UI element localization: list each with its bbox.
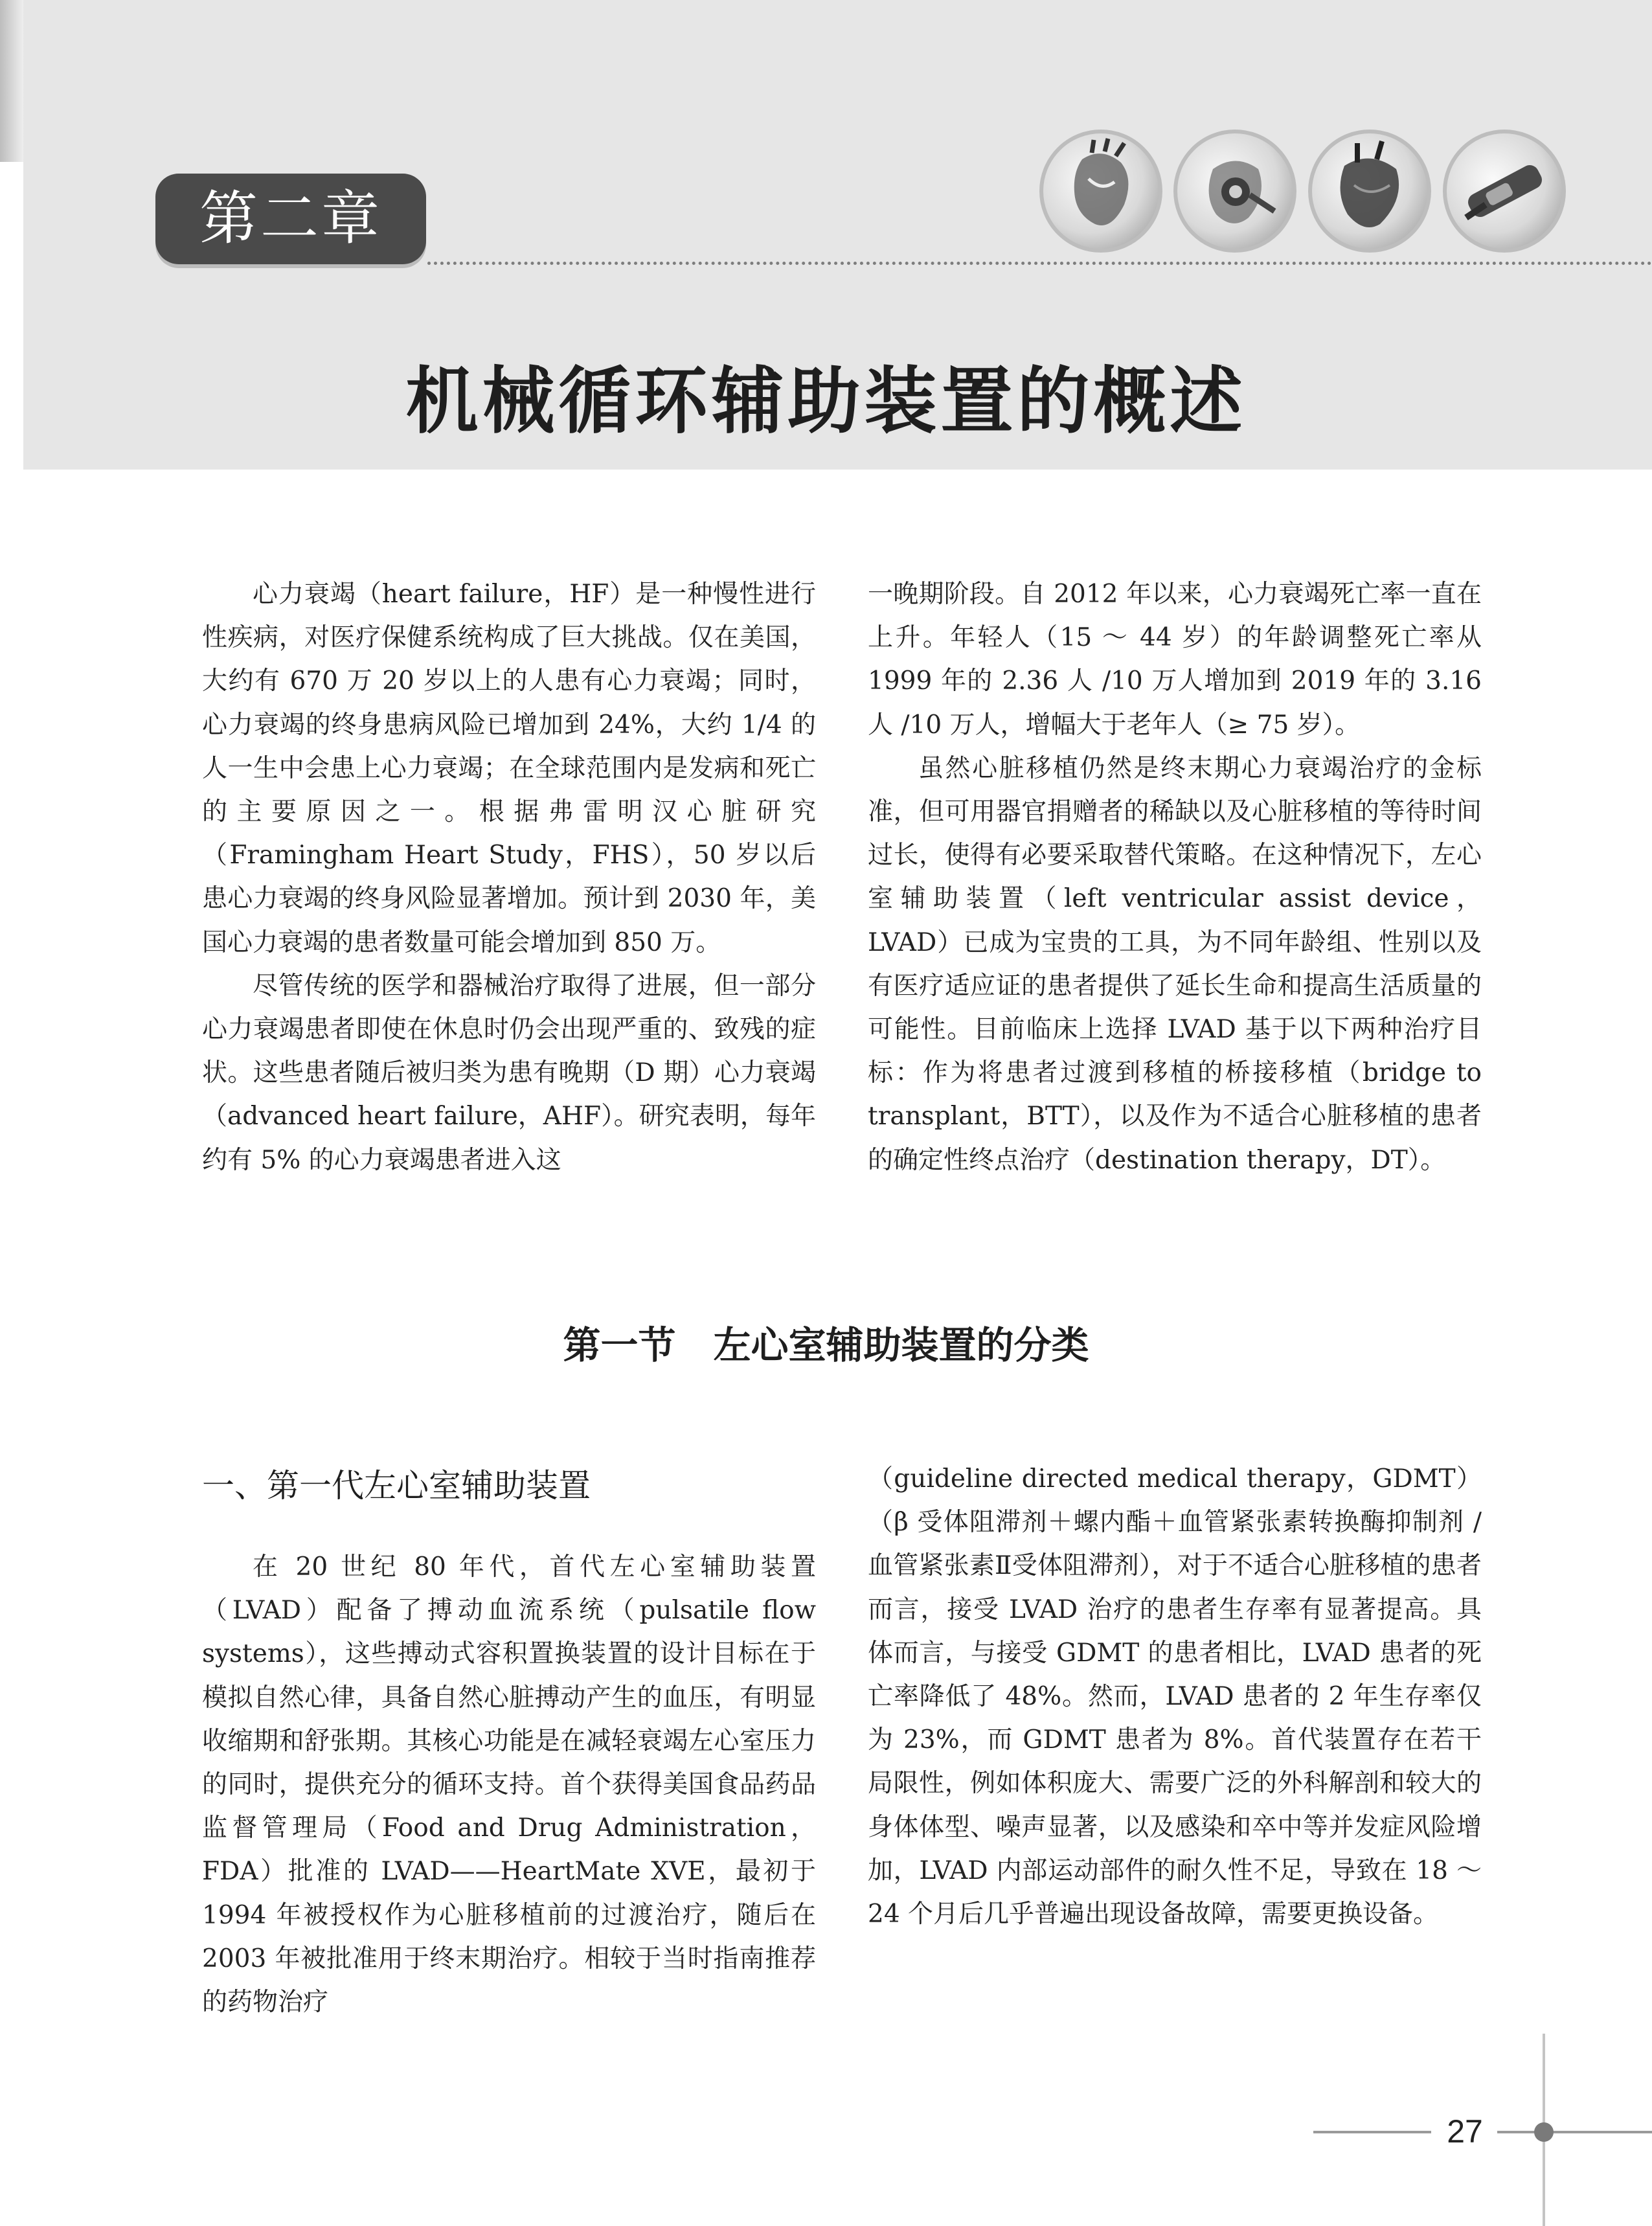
intro-paragraph-3: 虽然心脏移植仍然是终末期心力衰竭治疗的金标准，但可用器官捐赠者的稀缺以及心脏移植的等待时间过长，使得有必要采取替代策略。在这种情况下，左心室辅助装置（left ventricular assist device，LVAD）已成为宝贵的工具，为不同年龄组、性别以及有医疗适应证的患者提供了延长生命和提高生活质量的可能性。目前临床上选择 LVAD 基于以下两种治疗目标：作为将患者过渡到移植的桥接移植（bridge to transplant，BTT），以及作为不适合心脏移植的患者的确定性终点治疗（destination therapy，DT）。	[868, 753, 1482, 1175]
axial-pump-icon	[1443, 130, 1566, 253]
footer-rule-left	[1313, 2131, 1431, 2133]
chapter-title: 机械循环辅助装置的概述	[405, 359, 1247, 444]
chapter-label: 第二章	[155, 174, 426, 264]
heart-device-icon	[1308, 130, 1431, 253]
page-number: 27	[1447, 2113, 1483, 2150]
footer-dot-icon	[1534, 2122, 1554, 2142]
intro-left-column	[202, 573, 816, 1182]
intro-paragraph-1: 心力衰竭（heart failure，HF）是一种慢性进行性疾病，对医疗保健系统构成了巨大挑战。仅在美国，大约有 670 万 20 岁以上的人患有心力衰竭；同时，心力衰竭的终身患病风险已增加到 24%，大约 1/4 的人一生中会患上心力衰竭；在全球范围内是发病和死亡的主要原因之一。根据弗雷明汉心脏研究（Framingham Heart Study，FHS），50 岁以后患心力衰竭的终身风险显著增加。预计到 2030 年，美国心力衰竭的患者数量可能会增加到 850 万。	[202, 580, 816, 957]
subsection-title: 一、第一代左心室辅助装置	[202, 1467, 591, 1505]
page-edge-shade	[0, 0, 23, 162]
heart-implant-icon	[1039, 130, 1162, 253]
section-left-column	[202, 1545, 816, 2024]
intro-right-column	[868, 573, 1482, 1182]
section-right-column	[868, 1457, 1482, 1936]
header-dotted-rule	[427, 262, 1652, 265]
intro-paragraph-2-continued: 一晚期阶段。自 2012 年以来，心力衰竭死亡率一直在上升。年轻人（15 ～ 44 岁）的年龄调整死亡率从 1999 年的 2.36 人 /10 万人增加到 2019 年的 3.16 人 /10 万人，增幅大于老年人（≥ 75 岁）。	[868, 580, 1482, 740]
intro-paragraph-2: 尽管传统的医学和器械治疗取得了进展，但一部分心力衰竭患者即使在休息时仍会出现严重的、致残的症状。这些患者随后被归类为患有晚期（D 期）心力衰竭（advanced heart failure，AHF）。研究表明，每年约有 5% 的心力衰竭患者进入这	[202, 971, 816, 1175]
pump-heart-icon	[1173, 130, 1296, 253]
section-title: 第一节 左心室辅助装置的分类	[563, 1323, 1089, 1367]
footer-rule-right	[1497, 2131, 1652, 2133]
section-paragraph-1-continued: （guideline directed medical therapy，GDMT）（β 受体阻滞剂＋螺内酯＋血管紧张素转换酶抑制剂 / 血管紧张素Ⅱ受体阻滞剂），对于不适合心脏移植的患者而言，接受 LVAD 治疗的患者生存率有显著提高。具体而言，与接受 GDMT 的患者相比，LVAD 患者的死亡率降低了 48%。然而，LVAD 患者的 2 年生存率仅为 23%，而 GDMT 患者为 8%。首代装置存在若干局限性，例如体积庞大、需要广泛的外科解剖和较大的身体体型、噪声显著，以及感染和卒中等并发症风险增加，LVAD 内部运动部件的耐久性不足，导致在 18 ～ 24 个月后几乎普遍出现设备故障，需要更换设备。	[868, 1464, 1482, 1929]
section-paragraph-1: 在 20 世纪 80 年代，首代左心室辅助装置（LVAD）配备了搏动血流系统（pulsatile flow systems），这些搏动式容积置换装置的设计目标在于模拟自然心律，具备自然心脏搏动产生的血压，有明显收缩期和舒张期。其核心功能是在减轻衰竭左心室压力的同时，提供充分的循环支持。首个获得美国食品药品监督管理局（Food and Drug Administration，FDA）批准的 LVAD——HeartMate XVE，最初于 1994 年被授权作为心脏移植前的过渡治疗，随后在 2003 年被批准用于终末期治疗。相较于当时指南推荐的药物治疗	[202, 1552, 816, 2017]
